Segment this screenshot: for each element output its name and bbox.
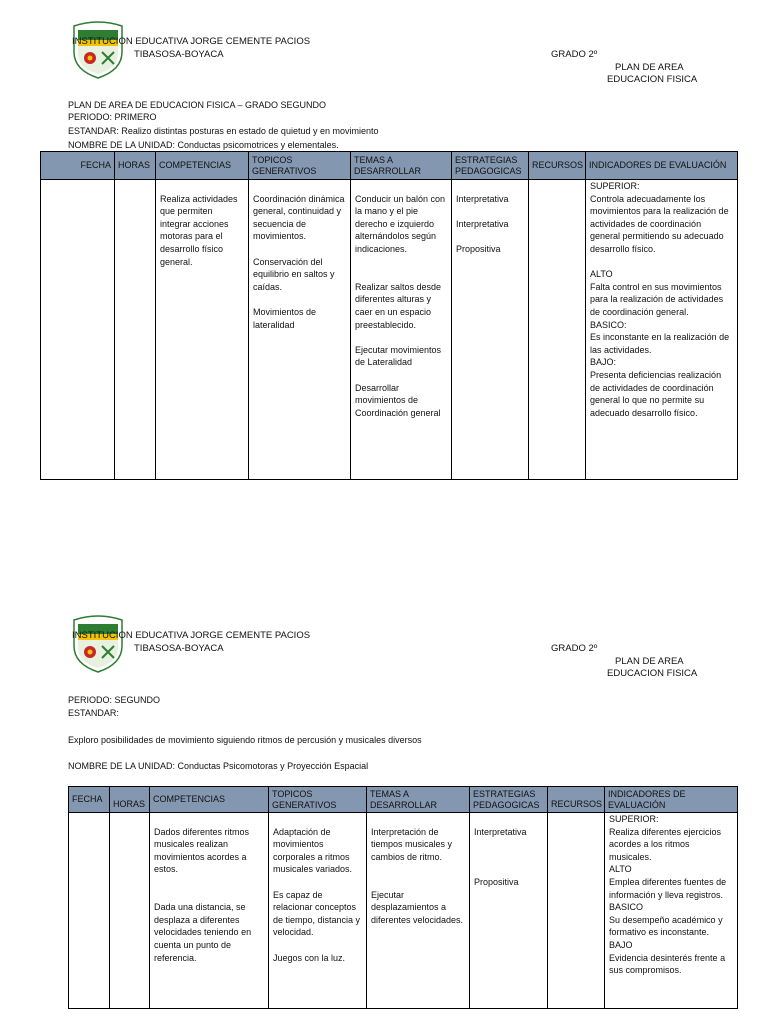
- indicator-text: Falta control en sus movimientos para la realización de actividades de coordinación general.: [590, 281, 724, 317]
- grade-label: GRADO 2º: [551, 49, 598, 60]
- topico-text: Coordinación dinámica general, continuidad y secuencia de movimientos.: [253, 193, 345, 242]
- col-fecha: FECHA: [69, 787, 110, 813]
- topico-text: Movimientos de lateralidad: [253, 306, 317, 330]
- level-bajo: BAJO: [609, 939, 633, 950]
- period-line: PERIODO: SEGUNDO: [68, 695, 161, 705]
- tema-text: Ejecutar movimientos de Lateralidad: [355, 344, 442, 368]
- level-alto: ALTO: [590, 269, 613, 280]
- cell-competencias: [156, 180, 249, 480]
- cell-temas: [351, 180, 452, 480]
- school-crest-logo: [72, 18, 124, 80]
- col-horas: HORAS: [110, 787, 150, 813]
- estrategia-text: Interpretativa: [456, 193, 509, 204]
- plan-subject: EDUCACION FISICA: [607, 74, 698, 85]
- cell-topicos: [249, 180, 351, 480]
- tema-text: Conducir un balón con la mano y el pie derecho e izquierdo alternándolos según indicaciones.: [355, 193, 446, 254]
- level-bajo: BAJO:: [590, 357, 617, 368]
- competencia-text: Realiza actividades que permiten integrar acciones motoras para el desarrollo físico general.: [160, 193, 238, 267]
- cell-horas: [110, 813, 150, 1009]
- plan-line: PLAN DE AREA DE EDUCACION FISICA – GRADO SEGUNDO: [68, 100, 327, 110]
- indicator-text: Presenta deficiencias realización de actividades de coordinación general lo que no permite su adecuado desarrollo físico.: [590, 369, 722, 418]
- standard-text: Exploro posibilidades de movimiento siguiendo ritmos de percusión y musicales diversos: [68, 735, 422, 745]
- institution-name: INSTITUCION EDUCATIVA JORGE CEMENTE PACIOS: [72, 36, 311, 47]
- table-header-row: [41, 152, 738, 180]
- cell-indicadores: [605, 813, 738, 1009]
- indicator-text: Controla adecuadamente los movimientos para la realización de actividades de coordinación general permitiendo su adecuado desarrollo físico.: [590, 193, 729, 254]
- cell-competencias: [150, 813, 269, 1009]
- cell-temas: [367, 813, 470, 1009]
- topico-text: Conservación del equilibrio en saltos y caídas.: [253, 256, 335, 292]
- table-header-row: [69, 787, 738, 813]
- cell-topicos: [269, 813, 367, 1009]
- level-basico: BASICO: [609, 902, 644, 913]
- unit-line: NOMBRE DE LA UNIDAD: Conductas Psicomotoras y Proyección Espacial: [68, 761, 369, 771]
- col-temas: TEMAS A DESARROLLAR: [367, 787, 470, 813]
- col-recursos: RECURSOS: [548, 787, 605, 813]
- cell-horas: [115, 180, 156, 480]
- competencia-text: Dados diferentes ritmos musicales realizan movimientos acordes a estos.: [154, 826, 250, 875]
- plan-subject: EDUCACION FISICA: [607, 668, 698, 679]
- col-estrategias: ESTRATEGIAS PEDAGOGICAS: [470, 787, 548, 813]
- topico-text: Es capaz de relacionar conceptos de tiempo, distancia y velocidad.: [273, 889, 361, 938]
- tema-text: Realizar saltos desde diferentes alturas y caer en un espacio preestablecido.: [355, 281, 442, 330]
- estrategia-text: Propositiva: [474, 876, 519, 887]
- level-superior: SUPERIOR:: [609, 814, 659, 824]
- indicator-text: Realiza diferentes ejercicios acordes a los ritmos musicales.: [609, 826, 722, 862]
- estrategia-text: Propositiva: [456, 243, 501, 254]
- indicator-text: Su desempeño académico y formativo es inconstante.: [609, 914, 723, 938]
- cell-indicadores: [586, 180, 738, 480]
- standard-line: ESTANDAR: Realizo distintas posturas en estado de quietud y en movimiento: [68, 126, 379, 136]
- col-topicos: TOPICOS GENERATIVOS: [269, 787, 367, 813]
- cell-fecha: [41, 180, 115, 480]
- tema-text: Ejecutar desplazamientos a diferentes velocidades.: [371, 889, 464, 925]
- tema-text: Desarrollar movimientos de Coordinación general: [355, 382, 441, 418]
- col-indicadores: INDICADORES DE EVALUACIÓN: [605, 787, 738, 813]
- indicator-text: Emplea diferentes fuentes de información y lleva registros.: [609, 876, 727, 900]
- institution-name: INSTITUCION EDUCATIVA JORGE CEMENTE PACIOS: [72, 630, 311, 641]
- col-estrategias: ESTRATEGIAS PEDAGOGICAS: [452, 152, 529, 180]
- topico-text: Adaptación de movimientos corporales a ritmos musicales variados.: [273, 826, 353, 875]
- period-line: PERIODO: PRIMERO: [68, 112, 157, 122]
- plan-title: PLAN DE AREA: [615, 62, 684, 73]
- indicator-text: Evidencia desinterés frente a sus compromisos.: [609, 952, 726, 976]
- standard-label: ESTANDAR:: [68, 708, 119, 718]
- tema-text: Interpretación de tiempos musicales y cambios de ritmo.: [371, 826, 453, 862]
- plan-table-2: [68, 786, 738, 1009]
- cell-fecha: [69, 813, 110, 1009]
- grade-label: GRADO 2º: [551, 643, 598, 654]
- col-recursos: RECURSOS: [529, 152, 586, 180]
- plan-title: PLAN DE AREA: [615, 656, 684, 667]
- col-indicadores: INDICADORES DE EVALUACIÓN: [586, 152, 738, 180]
- col-temas: TEMAS A DESARROLLAR: [351, 152, 452, 180]
- school-crest-logo: [72, 612, 124, 674]
- institution-location: TIBASOSA-BOYACA: [134, 643, 224, 654]
- cell-recursos: [529, 180, 586, 480]
- cell-estrategias: [452, 180, 529, 480]
- plan-table-1: [40, 151, 738, 480]
- col-competencias: COMPETENCIAS: [150, 787, 269, 813]
- col-horas: HORAS: [115, 152, 156, 180]
- level-basico: BASICO:: [590, 319, 627, 330]
- col-topicos: TOPICOS GENERATIVOS: [249, 152, 351, 180]
- table-row: [41, 180, 738, 480]
- col-fecha: FECHA: [41, 152, 115, 180]
- level-superior: SUPERIOR:: [590, 181, 640, 191]
- unit-line: NOMBRE DE LA UNIDAD: Conductas psicomotrices y elementales.: [68, 140, 339, 150]
- cell-estrategias: [470, 813, 548, 1009]
- estrategia-text: Interpretativa: [456, 218, 509, 229]
- level-alto: ALTO: [609, 864, 632, 875]
- topico-text: Juegos con la luz.: [273, 952, 346, 963]
- institution-location: TIBASOSA-BOYACA: [134, 49, 224, 60]
- estrategia-text: Interpretativa: [474, 826, 527, 837]
- col-competencias: COMPETENCIAS: [156, 152, 249, 180]
- table-row: [69, 813, 738, 1009]
- indicator-text: Es inconstante en la realización de las actividades.: [590, 332, 730, 355]
- competencia-text: Dada una distancia, se desplaza a diferentes velocidades teniendo en cuenta un punto de referencia.: [154, 902, 252, 963]
- cell-recursos: [548, 813, 605, 1009]
